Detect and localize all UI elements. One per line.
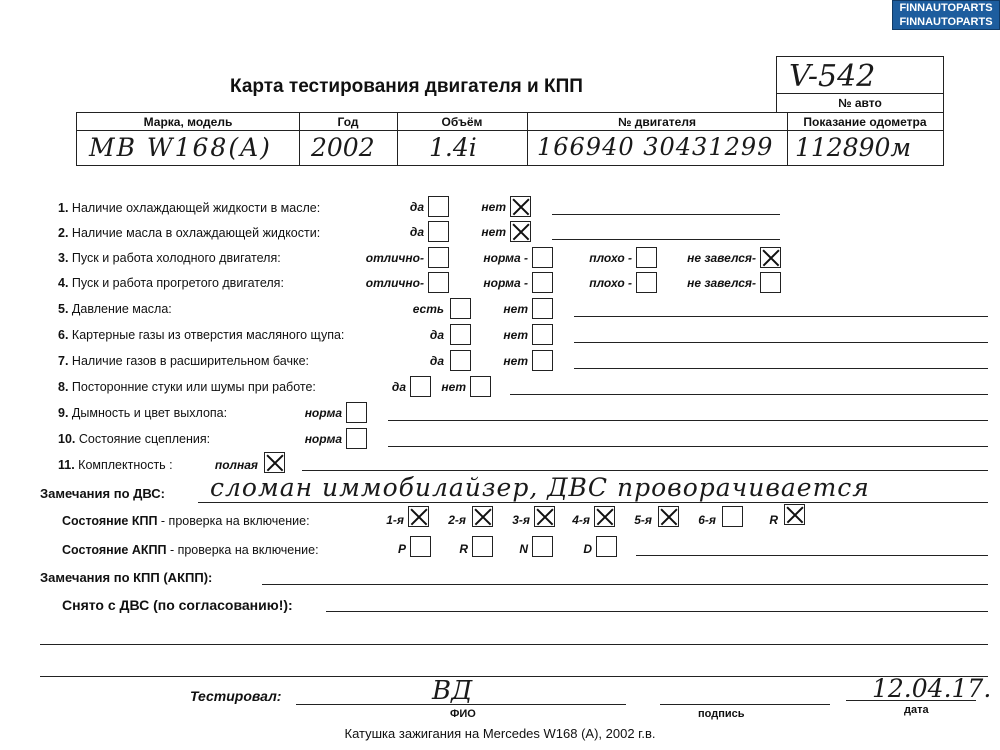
answer-line (574, 316, 988, 317)
header-table (76, 112, 944, 166)
item-label: Пуск и работа холодного двигателя: (71, 251, 281, 265)
checkbox-no[interactable] (470, 376, 491, 397)
year-label: Год (337, 115, 359, 129)
item-number: 1. (58, 201, 69, 215)
item-label: Дымность и цвет выхлопа: (71, 406, 228, 420)
option-label: да (429, 354, 444, 368)
checkbox-no[interactable] (510, 221, 531, 242)
fio-line (296, 704, 626, 705)
gear-label: R (769, 513, 778, 527)
item-number: 3. (58, 251, 69, 265)
checkbox-mode-n[interactable] (532, 536, 553, 557)
gear-label: 5-я (634, 513, 652, 527)
answer-line (388, 420, 988, 421)
mode-label: D (583, 542, 592, 556)
item-label: Давление масла: (71, 302, 172, 316)
option-label: плохо - (589, 251, 632, 265)
checkbox-bad[interactable] (636, 272, 657, 293)
answer-line (574, 368, 988, 369)
checkbox-gear-2[interactable] (472, 506, 493, 527)
automatic-row (62, 543, 319, 557)
watermark-line: FINNAUTOPARTS (899, 16, 993, 28)
item-number: 9. (58, 406, 69, 420)
item-row (58, 406, 227, 420)
checkbox-no[interactable] (532, 324, 553, 345)
option-label: нет (503, 328, 528, 342)
item-row (58, 226, 320, 240)
item-number: 11. (58, 458, 75, 472)
gear-label: 1-я (386, 513, 404, 527)
item-label: Посторонние стуки или шумы при работе: (71, 380, 316, 394)
option-label: да (391, 380, 406, 394)
gearbox-remarks-label: Замечания по КПП (АКПП): (40, 570, 213, 585)
checkbox-yes[interactable] (428, 196, 449, 217)
option-label: нет (481, 200, 506, 214)
item-label: Состояние сцепления: (78, 432, 211, 446)
option-label: норма (304, 432, 342, 446)
mode-label: N (519, 542, 528, 556)
gear-label: 6-я (698, 513, 716, 527)
checkbox-norm[interactable] (346, 428, 367, 449)
checkbox-gear-6[interactable] (722, 506, 743, 527)
checkbox-not-started[interactable] (760, 272, 781, 293)
gear-label: 4-я (572, 513, 590, 527)
date-line (846, 700, 976, 701)
item-number: 7. (58, 354, 69, 368)
option-label: отлично- (365, 251, 424, 265)
engine-remarks-label: Замечания по ДВС: (40, 486, 165, 501)
option-label: норма - (483, 251, 528, 265)
item-number: 4. (58, 276, 69, 290)
fio-label: ФИО (450, 708, 476, 720)
option-label: норма (304, 406, 342, 420)
checkbox-gear-3[interactable] (534, 506, 555, 527)
item-number: 5. (58, 302, 69, 316)
item-label: Пуск и работа прогретого двигателя: (71, 276, 284, 290)
item-number: 6. (58, 328, 69, 342)
checkbox-no[interactable] (532, 298, 553, 319)
auto-number-label: № авто (838, 96, 882, 110)
option-label: нет (503, 354, 528, 368)
item-row (58, 354, 309, 368)
option-label: да (409, 225, 424, 239)
item-label: Картерные газы из отверстия масляного щупа: (71, 328, 345, 342)
mode-label: R (459, 542, 468, 556)
checkbox-mode-p[interactable] (410, 536, 431, 557)
brand-value: MB W168(A) (89, 133, 272, 162)
watermark-logo (892, 0, 1000, 30)
option-label: нет (441, 380, 466, 394)
option-label: да (429, 328, 444, 342)
option-label: не завелся- (687, 276, 756, 290)
checkbox-no[interactable] (532, 350, 553, 371)
image-caption: Катушка зажигания на Mercedes W168 (A), 2002 г.в. (344, 726, 656, 741)
checkbox-present[interactable] (450, 298, 471, 319)
answer-line (574, 342, 988, 343)
option-label: нет (481, 225, 506, 239)
item-label: Наличие масла в охлаждающей жидкости: (71, 226, 321, 240)
gear-label: 2-я (448, 513, 466, 527)
engine-number-value: 166940 30431299 (537, 133, 774, 161)
auto-number-box (776, 56, 944, 113)
item-row (58, 302, 172, 316)
answer-line (510, 394, 988, 395)
checkbox-mode-r[interactable] (472, 536, 493, 557)
checkbox-yes[interactable] (428, 221, 449, 242)
checkbox-no[interactable] (510, 196, 531, 217)
checkbox-not-started[interactable] (760, 247, 781, 268)
item-row (58, 380, 316, 394)
odometer-value: 112890м (795, 133, 912, 162)
tested-label: Тестировал: (190, 688, 282, 704)
item-row (58, 458, 173, 472)
test-date: 12.04.17. (872, 674, 992, 703)
item-number: 2. (58, 226, 69, 240)
item-row (58, 251, 281, 265)
checkbox-normal[interactable] (532, 272, 553, 293)
volume-label: Объём (441, 115, 483, 129)
item-number: 10. (58, 432, 76, 446)
page-title: Карта тестирования двигателя и КПП (230, 76, 583, 97)
checkbox-full[interactable] (264, 452, 285, 473)
answer-line (636, 555, 988, 556)
option-label: отлично- (365, 276, 424, 290)
year-value: 2002 (311, 133, 375, 162)
item-label: Комплектность : (78, 458, 173, 472)
answer-line (552, 214, 780, 215)
checkbox-normal[interactable] (532, 247, 553, 268)
checkbox-bad[interactable] (636, 247, 657, 268)
item-row (58, 276, 284, 290)
option-label: да (409, 200, 424, 214)
item-row (58, 328, 344, 342)
gearbox-row (62, 514, 310, 528)
item-label: Наличие газов в расширительном бачке: (71, 354, 310, 368)
engine-remarks-value: сломан иммобилайзер, ДВС проворачивается (210, 473, 870, 502)
automatic-label: Состояние АКПП (62, 543, 167, 557)
volume-value: 1.4i (429, 133, 477, 162)
checkbox-excellent[interactable] (428, 272, 449, 293)
option-label: нет (503, 302, 528, 316)
option-label: есть (412, 302, 444, 316)
gearbox-suffix: - проверка на включение: (157, 514, 310, 528)
answer-line (262, 584, 988, 585)
tester-initials: ВД (432, 676, 473, 706)
checkbox-yes[interactable] (450, 350, 471, 371)
checkbox-gear-4[interactable] (594, 506, 615, 527)
option-label: норма - (483, 276, 528, 290)
auto-number-value: V-542 (789, 59, 876, 94)
automatic-suffix: - проверка на включение: (166, 543, 319, 557)
date-label: дата (904, 704, 929, 716)
checkbox-norm[interactable] (346, 402, 367, 423)
item-row (58, 201, 320, 215)
item-label: Наличие охлаждающей жидкости в масле: (71, 201, 321, 215)
removed-label: Снято с ДВС (по согласованию!): (62, 597, 293, 613)
item-row (58, 432, 210, 446)
signature-label: подпись (698, 708, 745, 720)
checkbox-mode-d[interactable] (596, 536, 617, 557)
signature-line (660, 704, 830, 705)
brand-label: Марка, модель (143, 115, 233, 129)
answer-line (198, 502, 988, 503)
answer-line (552, 239, 780, 240)
item-number: 8. (58, 380, 69, 394)
checkbox-yes[interactable] (450, 324, 471, 345)
engine-number-label: № двигателя (618, 115, 696, 129)
answer-line (302, 470, 988, 471)
option-label: полная (214, 458, 258, 472)
checkbox-excellent[interactable] (428, 247, 449, 268)
answer-line (40, 644, 988, 645)
mode-label: P (397, 542, 406, 556)
odometer-label: Показание одометра (803, 115, 927, 129)
gear-label: 3-я (512, 513, 530, 527)
watermark-line: FINNAUTOPARTS (899, 2, 993, 14)
answer-line (40, 676, 988, 677)
gearbox-label: Состояние КПП (62, 514, 158, 528)
answer-line (388, 446, 988, 447)
option-label: не завелся- (687, 251, 756, 265)
checkbox-gear-r[interactable] (784, 504, 805, 525)
checkbox-gear-1[interactable] (408, 506, 429, 527)
option-label: плохо - (589, 276, 632, 290)
checkbox-gear-5[interactable] (658, 506, 679, 527)
answer-line (326, 611, 988, 612)
